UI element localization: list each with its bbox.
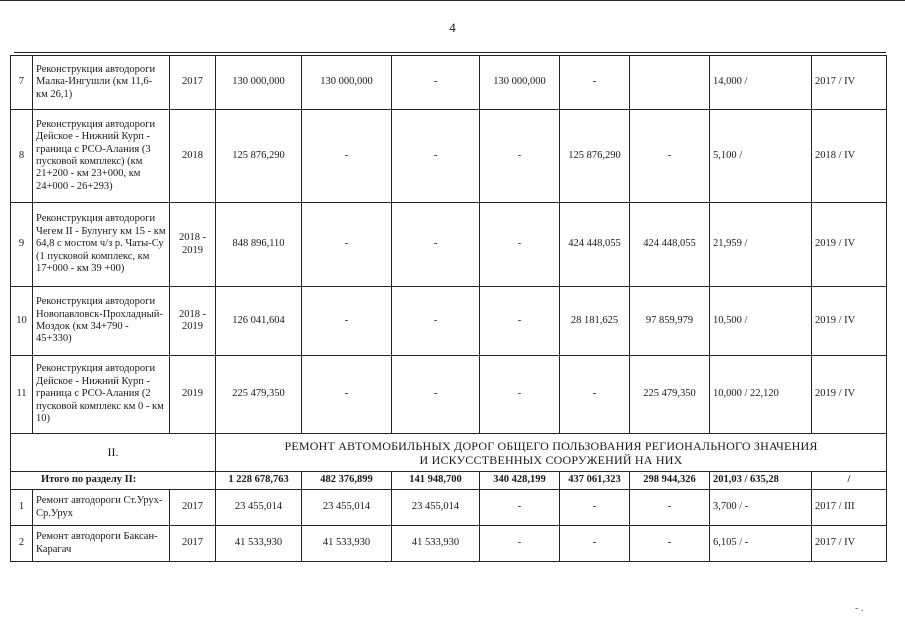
amount-total: 126 041,604 bbox=[216, 287, 302, 356]
amount-v1: - bbox=[302, 110, 392, 203]
term-cell: 2017 / III bbox=[812, 490, 887, 526]
row-number: 11 bbox=[11, 356, 33, 434]
table-row bbox=[11, 526, 887, 562]
amount-v4: 125 876,290 bbox=[560, 110, 630, 203]
section-title bbox=[216, 434, 887, 472]
year-cell: 2019 bbox=[170, 356, 216, 434]
amount-v4: - bbox=[560, 526, 630, 562]
object-name: Реконструкция автодороги Дейское - Нижний Курп - граница с РСО-Алания (2 пусковой комплекс км 0 - км 10) bbox=[33, 356, 170, 434]
amount-total: 41 533,930 bbox=[216, 526, 302, 562]
amount-v2: - bbox=[392, 356, 480, 434]
length-cell: 14,000 / bbox=[710, 56, 812, 110]
table-row bbox=[11, 356, 887, 434]
table-row bbox=[11, 203, 887, 287]
amount-v1: 23 455,014 bbox=[302, 490, 392, 526]
year-cell: 2017 bbox=[170, 526, 216, 562]
object-name: Реконструкция автодороги Малка-Ингушли (км 11,6- км 26,1) bbox=[33, 56, 170, 110]
amount-v2: 41 533,930 bbox=[392, 526, 480, 562]
amount-v5: 424 448,055 bbox=[630, 203, 710, 287]
row-number: 1 bbox=[11, 490, 33, 526]
amount-v2: 23 455,014 bbox=[392, 490, 480, 526]
object-name: Ремонт автодороги Баксан-Карагач bbox=[33, 526, 170, 562]
header-rule bbox=[14, 52, 886, 53]
total-label: Итого по разделу II: bbox=[11, 472, 216, 490]
object-name: Реконструкция автодороги Новопавловск-Прохладный-Моздок (км 34+790 - 45+330) bbox=[33, 287, 170, 356]
term-cell: 2019 / IV bbox=[812, 287, 887, 356]
footer-mark: - . bbox=[855, 603, 864, 614]
year-cell: 2018 - 2019 bbox=[170, 287, 216, 356]
amount-total: 225 479,350 bbox=[216, 356, 302, 434]
amount-v5 bbox=[630, 56, 710, 110]
object-name: Ремонт автодороги Ст.Урух-Ср.Урух bbox=[33, 490, 170, 526]
amount-v2: - bbox=[392, 56, 480, 110]
length-cell: 5,100 / bbox=[710, 110, 812, 203]
section-number: II. bbox=[11, 434, 216, 472]
term-cell: 2017 / IV bbox=[812, 526, 887, 562]
year-cell: 2018 bbox=[170, 110, 216, 203]
amount-v1: - bbox=[302, 287, 392, 356]
amount-v4: - bbox=[560, 490, 630, 526]
term-cell: 2017 / IV bbox=[812, 56, 887, 110]
amount-total: 23 455,014 bbox=[216, 490, 302, 526]
length-cell: 10,000 / 22,120 bbox=[710, 356, 812, 434]
amount-v4: 424 448,055 bbox=[560, 203, 630, 287]
amount-v3: - bbox=[480, 526, 560, 562]
amount-v4: 28 181,625 bbox=[560, 287, 630, 356]
amount-v5: - bbox=[630, 490, 710, 526]
total-term: / bbox=[812, 472, 887, 490]
amount-v4: - bbox=[560, 356, 630, 434]
amount-v5: 97 859,979 bbox=[630, 287, 710, 356]
amount-total: 125 876,290 bbox=[216, 110, 302, 203]
section-title-line2: И ИСКУССТВЕННЫХ СООРУЖЕНИЙ НА НИХ bbox=[419, 452, 683, 467]
section-title-line1: РЕМОНТ АВТОМОБИЛЬНЫХ ДОРОГ ОБЩЕГО ПОЛЬЗОВАНИЯ РЕГИОНАЛЬНОГО ЗНАЧЕНИЯ bbox=[284, 438, 818, 453]
amount-v3: 130 000,000 bbox=[480, 56, 560, 110]
total-v2: 141 948,700 bbox=[392, 472, 480, 490]
length-cell: 3,700 / - bbox=[710, 490, 812, 526]
section-header-row bbox=[11, 434, 887, 472]
row-number: 9 bbox=[11, 203, 33, 287]
row-number: 7 bbox=[11, 56, 33, 110]
amount-v4: - bbox=[560, 56, 630, 110]
amount-v5: 225 479,350 bbox=[630, 356, 710, 434]
length-cell: 10,500 / bbox=[710, 287, 812, 356]
total-v1: 482 376,899 bbox=[302, 472, 392, 490]
year-cell: 2018 - 2019 bbox=[170, 203, 216, 287]
total-total: 1 228 678,763 bbox=[216, 472, 302, 490]
length-cell: 6,105 / - bbox=[710, 526, 812, 562]
section-total-row bbox=[11, 472, 887, 490]
table-row bbox=[11, 287, 887, 356]
table-body bbox=[11, 56, 887, 562]
amount-v5: - bbox=[630, 110, 710, 203]
amount-v1: 41 533,930 bbox=[302, 526, 392, 562]
amount-v1: 130 000,000 bbox=[302, 56, 392, 110]
amount-v2: - bbox=[392, 203, 480, 287]
amount-v3: - bbox=[480, 287, 560, 356]
table-row bbox=[11, 490, 887, 526]
length-cell: 21,959 / bbox=[710, 203, 812, 287]
amount-v1: - bbox=[302, 203, 392, 287]
amount-v3: - bbox=[480, 110, 560, 203]
amount-v3: - bbox=[480, 490, 560, 526]
object-name: Реконструкция автодороги Дейское - Нижний Курп - граница с РСО-Алания (3 пусковой комплекс) (км 21+200 - км 23+000, км 24+000 - 26+293) bbox=[33, 110, 170, 203]
term-cell: 2019 / IV bbox=[812, 203, 887, 287]
top-border bbox=[0, 0, 905, 1]
row-number: 8 bbox=[11, 110, 33, 203]
amount-v2: - bbox=[392, 287, 480, 356]
total-v4: 437 061,323 bbox=[560, 472, 630, 490]
amount-v1: - bbox=[302, 356, 392, 434]
amount-v3: - bbox=[480, 356, 560, 434]
total-v3: 340 428,199 bbox=[480, 472, 560, 490]
amount-total: 848 896,110 bbox=[216, 203, 302, 287]
table-row bbox=[11, 56, 887, 110]
amount-v2: - bbox=[392, 110, 480, 203]
object-name: Реконструкция автодороги Чегем II - Булунгу км 15 - км 64,8 с мостом ч/з р. Чаты-Су (1 пусковой комплекс, км 17+000 - км 39 +00) bbox=[33, 203, 170, 287]
total-length: 201,03 / 635,28 bbox=[710, 472, 812, 490]
page-number: 4 bbox=[449, 20, 456, 35]
amount-total: 130 000,000 bbox=[216, 56, 302, 110]
year-cell: 2017 bbox=[170, 56, 216, 110]
term-cell: 2018 / IV bbox=[812, 110, 887, 203]
total-v5: 298 944,326 bbox=[630, 472, 710, 490]
year-cell: 2017 bbox=[170, 490, 216, 526]
row-number: 2 bbox=[11, 526, 33, 562]
roads-table bbox=[10, 55, 887, 562]
amount-v5: - bbox=[630, 526, 710, 562]
row-number: 10 bbox=[11, 287, 33, 356]
term-cell: 2019 / IV bbox=[812, 356, 887, 434]
amount-v3: - bbox=[480, 203, 560, 287]
table-row bbox=[11, 110, 887, 203]
